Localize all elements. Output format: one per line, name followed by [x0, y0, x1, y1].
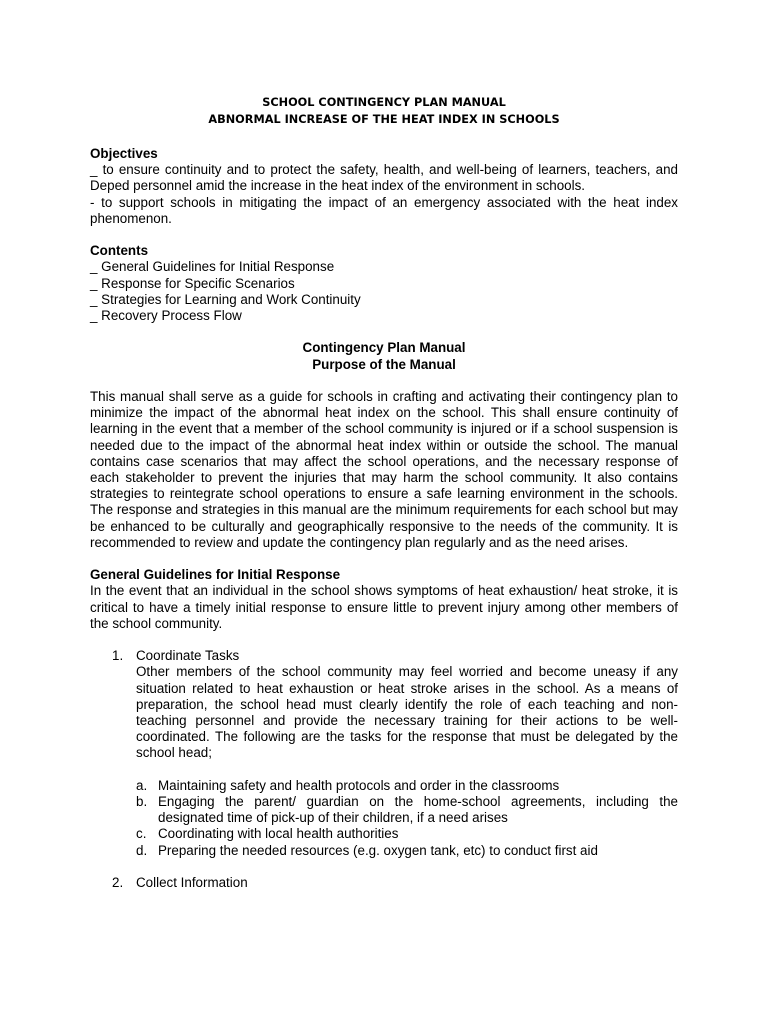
- purpose-paragraph: This manual shall serve as a guide for schools in crafting and activating their contingency plan to minimize the impact of the abnormal heat index on the school. This shall ensure continuity of learning in the event that a member of the school community is injured or if a school suspension is needed due to the impact of the abnormal heat index within or outside the school. The manual contains case scenarios that may affect the school operations, and the necessary response of each stakeholder to prevent the injuries that may harm the school community. It also contains strategies to reintegrate school operations to ensure a safe learning environment in the schools. The response and strategies in this manual are the minimum requirements for each school but may be enhanced to be culturally and geographically responsive to the needs of the community. It is recommended to review and update the contingency plan regularly and as the need arises.: [90, 389, 678, 550]
- item-body: Other members of the school community may feel worried and become uneasy if any situation related to heat exhaustion or heat stroke arises in the school. As a means of preparation, the school head must clearly identify the role of each teaching and non-teaching personnel and provide the necessary training for their actions to be well-coordinated. The following are the tasks for the response that must be delegated by the school head;: [136, 664, 678, 761]
- task-item: [136, 826, 678, 842]
- task-list: [90, 778, 678, 859]
- task-item: [136, 843, 678, 859]
- contents-heading: Contents: [90, 243, 149, 259]
- title-line-1: SCHOOL CONTINGENCY PLAN MANUAL: [262, 96, 506, 109]
- task-item: [136, 794, 678, 826]
- objective-item: _ to ensure continuity and to protect the safety, health, and well-being of learners, teachers, and Deped personnel amid the increase in the heat index of the environment in schools.: [90, 162, 678, 194]
- contents-item: _ Recovery Process Flow: [90, 308, 242, 324]
- contents-item: _ Strategies for Learning and Work Continuity: [90, 291, 361, 307]
- guidelines-intro: In the event that an individual in the school shows symptoms of heat exhaustion/ heat stroke, it is critical to have a timely initial response to ensure little to prevent injury among other members of the school community.: [90, 583, 678, 631]
- task-text: Preparing the needed resources (e.g. oxygen tank, etc) to conduct first aid: [158, 842, 598, 858]
- task-marker: c.: [136, 826, 147, 842]
- contents-item: _ Response for Specific Scenarios: [90, 275, 295, 291]
- contents-item: _ General Guidelines for Initial Response: [90, 259, 335, 275]
- task-text: Maintaining safety and health protocols and order in the classrooms: [158, 777, 560, 793]
- task-marker: a.: [136, 777, 148, 793]
- task-item: [136, 778, 678, 794]
- item-number: 2.: [112, 875, 124, 891]
- objectives-heading: Objectives: [90, 146, 158, 161]
- task-marker: d.: [136, 842, 148, 858]
- task-text: Coordinating with local health authorities: [158, 826, 399, 842]
- title-line-2: ABNORMAL INCREASE OF THE HEAT INDEX IN SCHOOLS: [208, 112, 560, 126]
- manual-heading: Contingency Plan Manual: [302, 340, 466, 356]
- task-marker: b.: [136, 794, 148, 810]
- item-title: Collect Information: [136, 875, 248, 891]
- document-title: [90, 95, 678, 128]
- numbered-item-2: [90, 875, 678, 891]
- objective-item: - to support schools in mitigating the impact of an emergency associated with the heat index phenomenon.: [90, 194, 678, 226]
- contents-list: [90, 259, 678, 324]
- document-page: [90, 95, 678, 891]
- numbered-item-1: [90, 648, 678, 761]
- item-title: Coordinate Tasks: [136, 648, 240, 664]
- guidelines-section: [90, 567, 678, 891]
- objectives-section: [90, 146, 678, 227]
- manual-section: [90, 340, 678, 551]
- purpose-heading: Purpose of the Manual: [312, 356, 456, 372]
- task-text: Engaging the parent/ guardian on the home-school agreements, including the designated time of pick-up of their children, if a need arises: [158, 794, 678, 826]
- guidelines-heading: General Guidelines for Initial Response: [90, 567, 341, 583]
- contents-section: [90, 243, 678, 324]
- item-number: 1.: [112, 648, 124, 664]
